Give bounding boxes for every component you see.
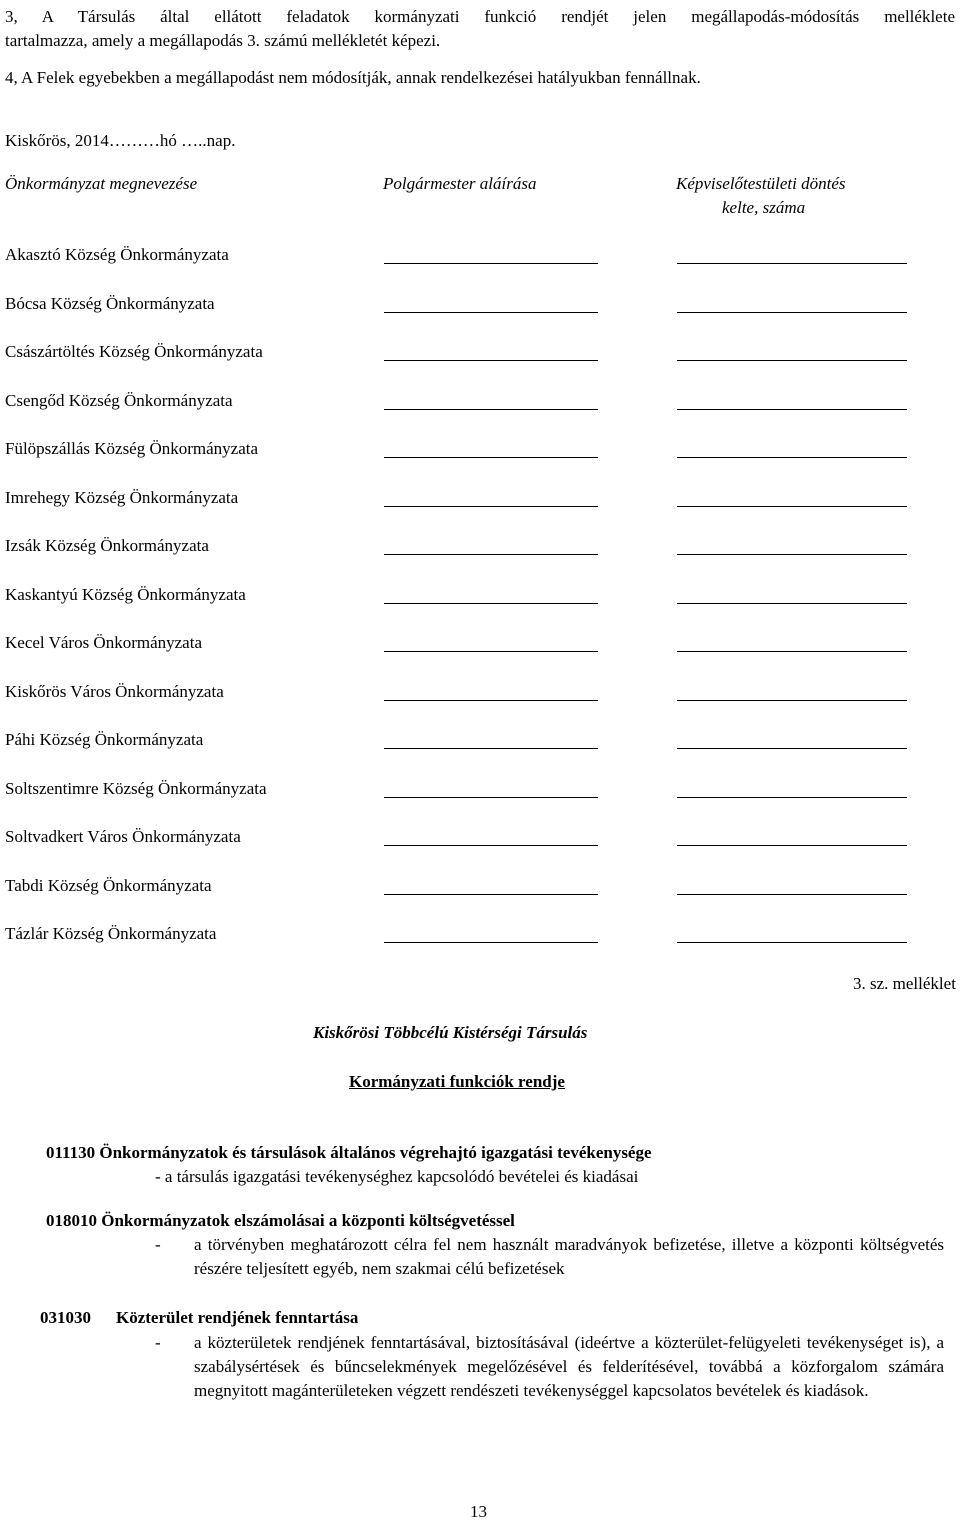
mayor-signature-line: [384, 894, 598, 895]
header-decision-line2: kelte, száma: [722, 198, 806, 217]
mayor-signature-line: [384, 457, 598, 458]
function-018010-title: 018010 Önkormányzatok elszámolásai a központi költségvetéssel: [46, 1211, 515, 1230]
municipality-name: Fülöpszállás Község Önkormányzata: [5, 439, 259, 458]
mayor-signature-line: [384, 942, 598, 943]
mayor-signature-line: [384, 409, 598, 410]
function-011130-item: - a társulás igazgatási tevékenységhez kapcsolódó bevételei és kiadásai: [155, 1167, 639, 1186]
header-decision: Képviselőtestületi döntés: [676, 174, 846, 193]
function-031030-code: 031030: [40, 1308, 91, 1327]
page-number: 13: [470, 1502, 487, 1521]
decision-date-line: [677, 263, 907, 264]
function-018010-dash: -: [155, 1235, 161, 1254]
function-011130-title: 011130 Önkormányzatok és társulások általános végrehajtó igazgatási tevékenysége: [46, 1143, 652, 1162]
header-mayor-signature: Polgármester aláírása: [383, 174, 537, 193]
mayor-signature-line: [384, 797, 598, 798]
paragraph-3-line2: tartalmazza, amely a megállapodás 3. számú mellékletét képezi.: [5, 31, 441, 50]
annex-org-name: Kiskőrösi Többcélú Kistérségi Társulás: [313, 1023, 588, 1042]
decision-date-line: [677, 360, 907, 361]
annex-title: Kormányzati funkciók rendje: [349, 1072, 565, 1091]
function-031030-dash: -: [155, 1333, 161, 1352]
mayor-signature-line: [384, 554, 598, 555]
municipality-name: Akasztó Község Önkormányzata: [5, 245, 229, 264]
mayor-signature-line: [384, 603, 598, 604]
municipality-name: Tázlár Község Önkormányzata: [5, 924, 217, 943]
decision-date-line: [677, 845, 907, 846]
municipality-name: Kecel Város Önkormányzata: [5, 633, 202, 652]
place-date: Kiskőrös, 2014………hó …..nap.: [5, 131, 236, 150]
mayor-signature-line: [384, 748, 598, 749]
decision-date-line: [677, 797, 907, 798]
decision-date-line: [677, 603, 907, 604]
municipality-name: Páhi Község Önkormányzata: [5, 730, 204, 749]
municipality-name: Tabdi Község Önkormányzata: [5, 876, 212, 895]
paragraph-4: 4, A Felek egyebekben a megállapodást nem módosítják, annak rendelkezései hatályukban fennállnak.: [5, 68, 701, 87]
mayor-signature-line: [384, 263, 598, 264]
municipality-name: Kaskantyú Község Önkormányzata: [5, 585, 246, 604]
mayor-signature-line: [384, 506, 598, 507]
function-031030-title: Közterület rendjének fenntartása: [116, 1308, 359, 1327]
decision-date-line: [677, 506, 907, 507]
decision-date-line: [677, 700, 907, 701]
decision-date-line: [677, 748, 907, 749]
municipality-name: Bócsa Község Önkormányzata: [5, 294, 215, 313]
mayor-signature-line: [384, 845, 598, 846]
annex-label: 3. sz. melléklet: [853, 974, 956, 993]
municipality-name: Kiskőrös Város Önkormányzata: [5, 682, 224, 701]
decision-date-line: [677, 554, 907, 555]
header-name: Önkormányzat megnevezése: [5, 174, 198, 193]
municipality-name: Csengőd Község Önkormányzata: [5, 391, 233, 410]
function-031030-item: a közterületek rendjének fenntartásával, biztosításával (ideértve a közterület-felügyeleti tevékenységet is), a szabálysértések és bűncselekmények megelőzésével és felderítésével, továbbá a közforgalom számára megnyitott magánterületeken végzett rendészeti tevékenységgel kapcsolatos bevételek és kiadások.: [194, 1333, 944, 1400]
municipality-name: Imrehegy Község Önkormányzata: [5, 488, 239, 507]
decision-date-line: [677, 894, 907, 895]
decision-date-line: [677, 457, 907, 458]
paragraph-3-line1: 3, A Társulás által ellátott feladatok kormányzati funkció rendjét jelen megállapodás-módosítás melléklete: [5, 7, 955, 26]
mayor-signature-line: [384, 312, 598, 313]
mayor-signature-line: [384, 360, 598, 361]
municipality-name: Császártöltés Község Önkormányzata: [5, 342, 263, 361]
decision-date-line: [677, 409, 907, 410]
decision-date-line: [677, 312, 907, 313]
mayor-signature-line: [384, 651, 598, 652]
municipality-name: Izsák Község Önkormányzata: [5, 536, 209, 555]
function-018010-item: a törvényben meghatározott célra fel nem használt maradványok befizetése, illetve a központi költségvetés részére teljesített egyéb, nem szakmai célú befizetések: [194, 1235, 944, 1278]
municipality-name: Soltvadkert Város Önkormányzata: [5, 827, 241, 846]
mayor-signature-line: [384, 700, 598, 701]
decision-date-line: [677, 942, 907, 943]
municipality-name: Soltszentimre Község Önkormányzata: [5, 779, 267, 798]
decision-date-line: [677, 651, 907, 652]
